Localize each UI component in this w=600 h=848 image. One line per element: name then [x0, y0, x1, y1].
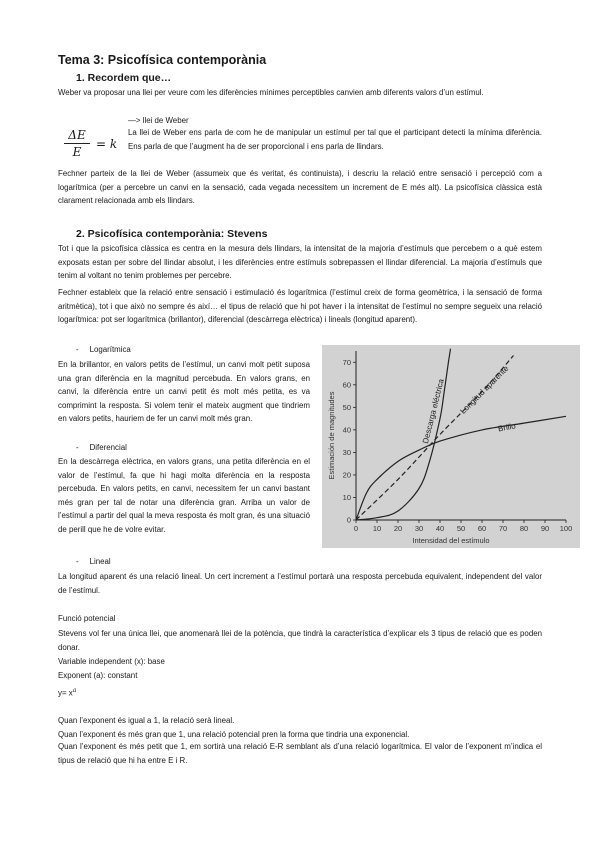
exponent-greater-1: Quan l’exponent és més gran que 1, una relació potencial pren la forma que tindria una exponencial. — [58, 730, 410, 739]
text-lineal: La longitud aparent és una relació lineal. Un cert increment a l’estímul portarà una resposta percebuda equivalent, independent del valor de l’estímul. — [58, 572, 542, 595]
potencial-heading: Funció potencial — [58, 614, 116, 623]
x-tick-label: 50 — [456, 524, 466, 533]
x-axis-label: Intensidad del estímulo — [412, 536, 490, 545]
exponent-equal-1: Quan l’exponent és igual a 1, la relació serà lineal. — [58, 716, 235, 725]
x-tick-label: 60 — [477, 524, 487, 533]
x-tick-label: 0 — [353, 524, 359, 533]
power-equation-exponent: a — [72, 687, 77, 694]
y-tick-label: 20 — [342, 470, 351, 480]
y-tick-label: 0 — [346, 515, 351, 525]
x-tick-label: 30 — [414, 524, 424, 533]
y-axis-label: Estimación de magnitudes — [327, 391, 336, 480]
section-heading-1: 1. Recordem que… — [76, 72, 172, 84]
bullet-diferencial: - Diferencial — [76, 443, 127, 452]
formula-denominator: E — [72, 145, 82, 159]
psychophysics-chart — [322, 345, 580, 548]
chart-background — [322, 345, 580, 548]
y-tick-label: 10 — [342, 492, 351, 502]
y-tick-label: 70 — [342, 357, 351, 367]
bullet-diferencial-label: Diferencial — [89, 443, 127, 452]
text-logaritmica: En la brillantor, en valors petits de l’estímul, un canvi molt petit suposa una gran diferència en la magnitud percebuda. En valors grans, en canvi, la diferència entre un canvi petit és molt més petita, es va comprimint la resposta. Si volem tenir el mateix augment que tindriem en valors petits, hauriem de fer un canvi molt més gran. — [58, 360, 310, 424]
bullet-lineal: - Lineal — [76, 557, 111, 566]
y-tick-label: 60 — [342, 380, 351, 390]
y-tick-label: 40 — [342, 425, 351, 435]
fechner-paragraph: Fechner parteix de la llei de Weber (assumeix que és veritat, és continuista), i descriu la relació entre sensació i percepció com a logarítmica (per a percebre un canvi en la sensació, cada vegada necessitem un increment de E més alt). La psicofísica clàssica està clarament relacionada amb els llindars. — [58, 169, 542, 206]
x-tick-label: 80 — [519, 524, 529, 533]
formula-numerator: ΔE — [64, 128, 90, 144]
series-label-brillo: Brillo — [497, 421, 517, 434]
bullet-logaritmica-label: Logarítmica — [89, 345, 131, 354]
y-tick-label: 30 — [342, 447, 351, 457]
section-heading-2: 2. Psicofísica contemporània: Stevens — [76, 228, 268, 240]
variable-independent: Variable independent (x): base — [58, 657, 165, 666]
x-tick-label: 40 — [435, 524, 445, 533]
stevens-paragraph-2: Fechner estableix que la relació entre sensació i estimulació és logarítmica (l’estímul creix de forma geomètrica, i la sensació de forma aritmètica), tot i que això no sempre és així… el tipus de relació que hi pot haver i la intensitat de l’estímul no sempre segueix una relació logarítmica: pot ser logarítmica (brillantor), diferencial (descàrrega elèctrica) i lineals (longitud aparent). — [58, 288, 542, 325]
weber-intro: Weber va proposar una llei per veure com les diferències mínimes perceptibles canvien amb diferents valors d’un estímul. — [58, 88, 484, 97]
x-tick-label: 70 — [498, 524, 508, 533]
bullet-logaritmica: - Logarítmica — [76, 345, 131, 354]
formula-constant: = k — [96, 137, 118, 151]
potencial-intro: Stevens vol fer una única llei, que anomenarà llei de la potència, que tindrà la característica d’explicar els 3 tipus de relació que es poden donar. — [58, 629, 542, 652]
weber-law-text: La llei de Weber ens parla de com he de manipular un estímul per tal que el participant detecti la mínima diferència. Ens parla de que l’augment ha de ser proporcional i ens parla de llindars. — [128, 128, 542, 151]
bullet-lineal-label: Lineal — [89, 557, 111, 566]
weber-formula — [60, 128, 120, 164]
weber-law-label: —> llei de Weber — [128, 116, 189, 125]
x-tick-label: 90 — [540, 524, 550, 533]
exponent-line: Exponent (a): constant — [58, 671, 138, 680]
y-tick-label: 50 — [342, 402, 351, 412]
text-diferencial: En la descàrrega elèctrica, en valors grans, una petita diferència en el valor de l’estímul, fa que hi hagi molta diferència en la resposta percebuda. En valors petits, en canvi, necessitem fer un canvi bastant més gran per tal de notar una diferència gran. Arriba un valor de l’estímul a partir del qual la meva resposta és molt gran, és una situació de perill que he de volre evitar. — [58, 457, 310, 534]
power-equation-base: y= x — [58, 688, 73, 698]
series-label-descarga-electrica: Descarga eléctrica — [420, 377, 446, 445]
x-tick-label: 20 — [393, 524, 403, 533]
stevens-paragraph-1: Tot i que la psicofísica clàssica es centra en la mesura dels llindars, la intensitat de la majoria d’estímuls que percebem o a què estem exposats estan per sobre del llindar absolut, i les diferències entre estímuls sobrepassen el llindar diferencial. La majoria d’estímuls que tenim al voltant no tenim problemes per percebre. — [58, 244, 542, 281]
page-title: Tema 3: Psicofísica contemporània — [58, 53, 267, 67]
x-tick-label: 10 — [372, 524, 382, 533]
exponent-less-1: Quan l’exponent és més petit que 1, em sortirà una relació E-R semblant als d’una relació logarítmica. El valor de l’exponent m’indica el tipus de relació que hi ha entre E i R. — [58, 742, 542, 765]
series-label-longitud-aparente: Longitud aparente — [458, 363, 511, 416]
x-tick-label: 100 — [559, 524, 573, 533]
power-equation — [58, 685, 76, 699]
